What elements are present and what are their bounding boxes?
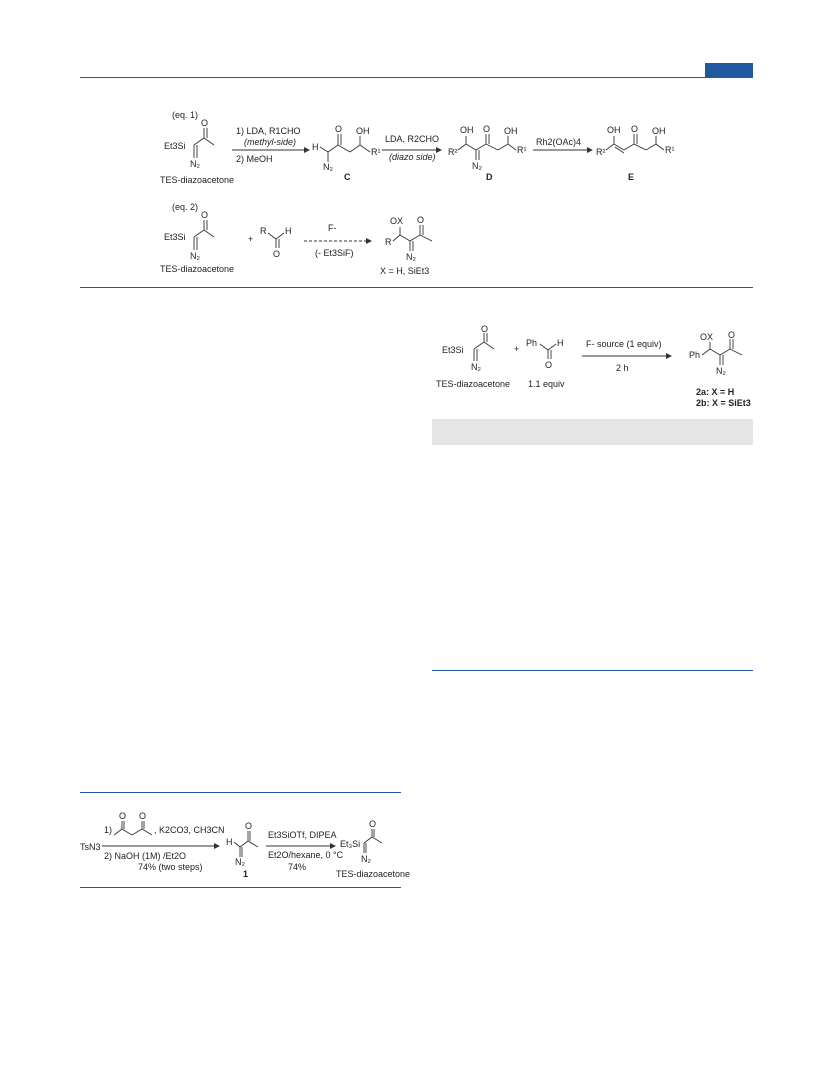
svg-text:N₂: N₂ [190, 159, 200, 169]
right-reactant-si: Et3Si [442, 345, 464, 355]
svg-text:OH: OH [607, 125, 621, 135]
svg-text:O: O [545, 360, 553, 370]
compound-c-structure [312, 124, 381, 172]
bottom-cond-top: Et3SiOTf, DIPEA [268, 830, 337, 840]
svg-text:R¹: R¹ [517, 145, 527, 155]
svg-text:N₂: N₂ [235, 857, 245, 867]
eq1-reactant-si: Et3Si [164, 141, 186, 151]
bottom-compound-1: 1 [243, 869, 249, 879]
svg-text:R²: R² [448, 147, 458, 157]
scheme-bottom [80, 805, 411, 885]
scheme-bottom-top-rule [80, 792, 401, 793]
bottom-yield2: 74% [288, 862, 307, 872]
benzaldehyde-structure [540, 338, 564, 370]
right-product-b: 2b: X = SiEt3 [696, 398, 751, 408]
svg-text:O: O [201, 118, 209, 128]
eq2-product-x: X = H, SiEt3 [380, 266, 430, 276]
bottom-step2: 2) NaOH (1M) /Et2O [104, 851, 187, 861]
svg-text:N₂: N₂ [472, 161, 482, 171]
svg-text:R¹: R¹ [371, 147, 381, 157]
svg-text:N₂: N₂ [716, 366, 726, 376]
svg-text:O: O [369, 819, 377, 829]
svg-text:R²: R² [596, 147, 606, 157]
compound-d-label: D [486, 172, 493, 182]
bottom-tsn3: TsN3 [80, 842, 101, 852]
header-rule [80, 77, 753, 78]
bottom-cond-mid: Et2O/hexane, 0 °C [268, 850, 344, 860]
right-aldehyde-ph: Ph [526, 338, 538, 348]
compound-e-structure [596, 124, 675, 157]
acetylacetone-structure [114, 811, 152, 835]
svg-text:OH: OH [460, 125, 474, 135]
svg-text:O: O [201, 210, 209, 220]
scheme-right [432, 325, 753, 420]
svg-text:N₂: N₂ [190, 251, 200, 261]
compound-d-structure [448, 124, 527, 171]
svg-text:O: O [483, 124, 491, 134]
compound-e-label: E [628, 172, 635, 182]
svg-text:Ph: Ph [689, 350, 701, 360]
bottom-product: TES-diazoacetone [336, 869, 411, 879]
tes-diazoacetone-structure-2 [190, 210, 214, 261]
bottom-product-si: Et₃Si [340, 839, 361, 849]
aldehyde-structure-1 [260, 226, 292, 259]
bottom-yield1: 74% (two steps) [138, 862, 203, 872]
scheme-top [80, 100, 753, 288]
svg-text:N₂: N₂ [471, 362, 481, 372]
eq1-step1-line3: 2) MeOH [236, 154, 273, 164]
svg-text:O: O [631, 124, 639, 134]
eq2-plus: + [248, 234, 254, 244]
svg-text:O: O [481, 324, 489, 334]
scheme-top-bottom-rule [80, 287, 753, 288]
eq1-reactant-name: TES-diazoacetone [160, 175, 235, 185]
svg-text:O: O [273, 249, 281, 259]
eq1-step3: Rh2(OAc)4 [536, 137, 582, 147]
tes-diazoacetone-structure-1 [190, 118, 214, 169]
svg-text:N₂: N₂ [406, 252, 416, 262]
tes-diazoacetone-structure-4 [361, 819, 382, 864]
table-header-bar [432, 419, 753, 445]
eq1-step2-line1: LDA, R2CHO [385, 134, 440, 144]
svg-text:H: H [557, 338, 564, 348]
tes-diazoacetone-structure-3 [471, 324, 494, 372]
eq2-reactant-si: Et3Si [164, 232, 186, 242]
compound-1-structure [226, 821, 258, 867]
svg-text:R¹: R¹ [665, 145, 675, 155]
eq2-label: (eq. 2) [172, 202, 199, 212]
product-2-structure [689, 330, 742, 376]
svg-text:OX: OX [700, 332, 714, 342]
right-reactant-name: TES-diazoacetone [436, 379, 511, 389]
compound-c-label: C [344, 172, 351, 182]
svg-text:O: O [139, 811, 147, 821]
scheme-bottom-bottom-rule [80, 887, 401, 888]
svg-text:OH: OH [356, 126, 370, 136]
svg-text:N₂: N₂ [323, 162, 333, 172]
table-bottom-rule [432, 670, 753, 671]
right-cond-bottom: 2 h [616, 363, 629, 373]
eq1-step1-line1: 1) LDA, R1CHO [236, 126, 301, 136]
svg-text:R: R [385, 237, 392, 247]
header-tab [705, 63, 753, 77]
right-cond-top: F- source (1 equiv) [586, 339, 662, 349]
bottom-step1: 1) [104, 825, 113, 835]
svg-text:H: H [312, 142, 319, 152]
eq2-reagent-top: F- [328, 223, 337, 233]
svg-text:O: O [728, 330, 736, 340]
svg-text:N₂: N₂ [361, 854, 371, 864]
eq2-reagent-bottom: (- Et3SiF) [315, 248, 354, 258]
svg-text:O: O [119, 811, 127, 821]
svg-text:OH: OH [504, 126, 518, 136]
right-product-a: 2a: X = H [696, 387, 735, 397]
eq1-step2-line2: (diazo side) [389, 152, 436, 162]
svg-text:OX: OX [390, 216, 404, 226]
svg-text:OH: OH [652, 126, 666, 136]
bottom-step1-reagents: , K2CO3, CH3CN [154, 825, 225, 835]
svg-text:O: O [417, 215, 425, 225]
right-plus: + [514, 344, 520, 354]
svg-text:R: R [260, 226, 267, 236]
svg-text:H: H [226, 837, 233, 847]
right-equiv: 1.1 equiv [528, 379, 565, 389]
svg-text:H: H [285, 226, 292, 236]
eq2-reactant-name: TES-diazoacetone [160, 264, 235, 274]
svg-text:O: O [335, 124, 343, 134]
eq2-product-structure [385, 215, 432, 262]
svg-text:O: O [245, 821, 253, 831]
eq1-label: (eq. 1) [172, 110, 199, 120]
eq1-step1-line2: (methyl-side) [244, 137, 297, 147]
